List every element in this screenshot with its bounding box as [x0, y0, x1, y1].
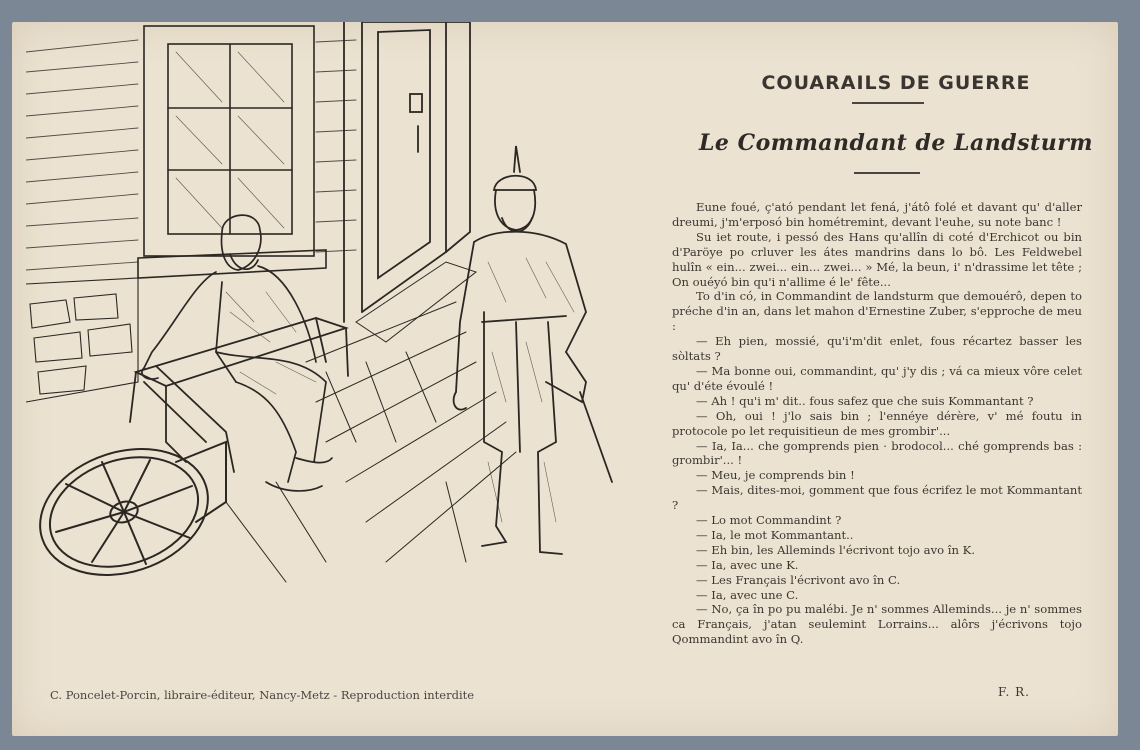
- story-paragraph: — No, ça în po pu malébi. Je n' sommes Alleminds... je n' sommes ca Français, j'atan seulemint Lorrains... alôrs j'écrivons tojo Qommandint avo în Q.: [672, 602, 1082, 647]
- story-text: [672, 200, 1082, 647]
- story-paragraph: — Oh, oui ! j'lo sais bin ; l'ennéye dérère, v' mé foutu in protocole po let requisitieun de mes grombir'...: [672, 408, 1082, 438]
- card-title: COUARAILS DE GUERRE: [761, 72, 1031, 94]
- subtitle-rule: [854, 172, 920, 174]
- story-paragraph: — Les Français l'écrivont avo în C.: [696, 572, 901, 587]
- title-rule: [852, 102, 924, 104]
- story-paragraph: — Ia, Ia... che gomprends pien · brodocol... ché gomprends bas : grombir'... !: [672, 438, 1082, 468]
- story-paragraph: — Eh pien, mossié, qu'i'm'dit enlet, fous récartez basser les sòltats ?: [672, 334, 1082, 364]
- story-paragraph: — Eh bin, les Alleminds l'écrivont tojo avo în K.: [696, 542, 976, 557]
- story-paragraph: — Ma bonne oui, commandint, qu' j'y dis ; vá ca mieux vôre celet qu' d'éte évoulé !: [672, 363, 1082, 393]
- story-paragraph: — Ah ! qu'i m' dit.. fous safez que che suis Kommantant ?: [696, 393, 1034, 408]
- window: [138, 26, 326, 278]
- story-paragraph: — Ia, avec une K.: [696, 557, 799, 572]
- wheel: [26, 428, 226, 592]
- story-paragraph: Su iet route, i pessó des Hans qu'allîn di coté d'Erchicot ou bin d'Paröye po crluver les átes mandrins dans lo bô. Les Feldwebel hulîn « ein... zwei... ein... zwei... » Mé, la beun, i' n'drassime let tête ; On ouéyó bin qu'i n'allime é le' fête...: [672, 229, 1082, 289]
- story-paragraph: — Ia, le mot Kommantant..: [696, 527, 854, 542]
- illustration: [26, 22, 626, 592]
- story-paragraph: — Mais, dites-moi, gomment que fous écrifez le mot Kommantant ?: [672, 483, 1082, 513]
- pavement: [226, 262, 516, 582]
- story-paragraph: — Meu, je comprends bin !: [696, 468, 855, 483]
- story-paragraph: Eune foué, ç'ató pendant let fená, j'átô folé et davant qu' d'aller dreumi, j'm'erposó bin hométremint, devant l'euhe, su note banc !: [672, 200, 1082, 229]
- stone-foundation: [26, 278, 138, 402]
- soldier: [454, 146, 612, 554]
- story-paragraph: To d'in có, in Commandint de landsturm que demouérô, depen to préche d'in an, dans let mahon d'Ernestine Zuber, s'epproche de meu :: [672, 289, 1082, 334]
- story-paragraph: — Ia, avec une C.: [696, 587, 799, 602]
- card-subtitle: Le Commandant de Landsturm: [698, 130, 1094, 156]
- publisher-line: C. Poncelet-Porcin, libraire-éditeur, Nancy-Metz - Reproduction interdite: [50, 688, 475, 702]
- postcard: [12, 22, 1118, 736]
- door: [344, 22, 470, 322]
- signature: F. R.: [998, 685, 1030, 699]
- story-paragraph: — Lo mot Commandint ?: [696, 513, 842, 528]
- wall-siding: [26, 40, 356, 270]
